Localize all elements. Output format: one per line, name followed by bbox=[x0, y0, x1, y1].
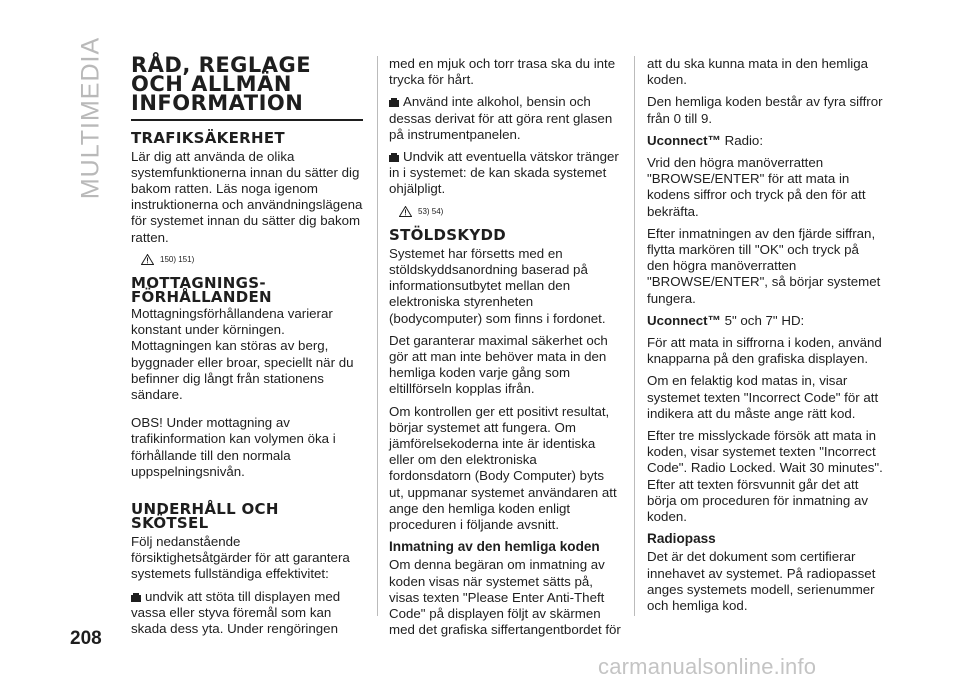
paragraph: Det är det dokument som certifierar innehavet av systemet. På radiopasset anges systemets modell, serienummer och hemliga kod. bbox=[647, 549, 876, 614]
column-2 bbox=[389, 56, 622, 645]
main-title bbox=[131, 53, 363, 115]
paragraph: Vrid den högra manöverratten "BROWSE/ENTER" för att mata in kodens siffror och tryck på den för att bekräfta. bbox=[647, 155, 866, 219]
paragraph: Lär dig att använda de olika systemfunktionerna innan du sätter dig bakom ratten. Läs noga igenom instruktionerna och användningslägena för systemet innan du sätter dig bakom ratten. bbox=[131, 148, 363, 245]
bullet-box-icon bbox=[389, 153, 399, 162]
paragraph: För att mata in siffrorna i koden, använd knapparna på den grafiska displayen. bbox=[647, 335, 882, 367]
heading-line: FÖRHÅLLANDEN bbox=[131, 287, 272, 306]
paragraph: Om en felaktig kod matas in, visar systemet texten "Incorrect Code" för att indikera att du måste ange rätt kod. bbox=[647, 373, 879, 421]
paragraph: Systemet har försetts med en stöldskyddsanordning baserad på informationsutbytet mellan den elektroniska styrenheten (bodycomputer) som finns i fordonet. bbox=[389, 245, 606, 326]
section-heading-trafiksakerhet: TRAFIKSÄKERHET bbox=[131, 128, 285, 147]
bullet-item bbox=[389, 149, 622, 198]
uconnect-radio-line bbox=[647, 133, 883, 149]
paragraph: Om denna begäran om inmatning av koden visas när systemet sätts på, visas texten "Please Enter Anti-Theft Code" på displayen följt av skärmen med det grafiska siffertangentbordet för bbox=[389, 557, 621, 638]
column-separator bbox=[377, 56, 378, 616]
warning-reference bbox=[399, 204, 622, 220]
bullet-text: Använd inte alkohol, bensin och dessas derivat för att göra rent glasen på instrumentpanelen. bbox=[389, 94, 613, 142]
heading-line: UNDERHÅLL OCH bbox=[131, 499, 279, 518]
bullet-text: Undvik att eventuella vätskor tränger in i systemet: de kan skada systemet ohjälpligt. bbox=[389, 149, 619, 197]
column-separator bbox=[634, 56, 635, 616]
section-heading-mottagning bbox=[131, 273, 363, 306]
uconnect-label: Uconnect™ bbox=[647, 132, 721, 148]
section-side-label bbox=[76, 36, 106, 200]
warning-triangle-icon bbox=[141, 254, 154, 265]
bullet-box-icon bbox=[389, 98, 399, 107]
paragraph: Efter tre misslyckade försök att mata in koden, visar systemet texten "Incorrect Code". Radio Locked. Wait 30 minutes". Efter att texten försvunnit går det att börja om proceduren för inmatning av koden. bbox=[647, 428, 883, 525]
section-heading-stoldskydd: STÖLDSKYDD bbox=[389, 225, 506, 244]
bullet-item bbox=[131, 589, 363, 638]
warning-reference bbox=[141, 252, 363, 268]
main-title-line: INFORMATION bbox=[131, 91, 304, 115]
paragraph: Den hemliga koden består av fyra siffror från 0 till 9. bbox=[647, 94, 883, 126]
main-title-line: OCH ALLMÄN bbox=[131, 72, 292, 96]
warning-ref-numbers: 53) 54) bbox=[418, 206, 444, 216]
uconnect-variant: Radio: bbox=[720, 132, 764, 148]
watermark: carmanualsonline.info bbox=[598, 654, 817, 679]
bullet-text: undvik att stöta till displayen med vassa eller styva föremål som kan skada dess yta. Under rengöringen bbox=[131, 588, 341, 636]
paragraph: Det garanterar maximal säkerhet och gör att man inte behöver mata in den hemliga koden varje gång som eltillförseln kopplas ifrån. bbox=[389, 332, 608, 397]
side-label-text: MULTIMEDIA bbox=[76, 36, 105, 200]
title-divider bbox=[131, 119, 363, 121]
paragraph: Mottagningsförhållandena varierar konstant under körningen. Mottagningen kan störas av berg, byggnader eller broar, speciellt när du befinner dig långt från stationens sändare. bbox=[131, 305, 354, 402]
heading-line: MOTTAGNINGS- bbox=[131, 273, 266, 292]
heading-line: SKÖTSEL bbox=[131, 513, 209, 532]
paragraph: Följ nedanstående försiktighetsåtgärder för att garantera systemets fullständiga effektivitet: bbox=[131, 533, 350, 582]
paragraph: Efter inmatningen av den fjärde siffran, flytta markören till "OK" och tryck på den högra manöverratten "BROWSE/ENTER", så börjar systemet fungera. bbox=[647, 225, 881, 306]
bullet-item bbox=[389, 94, 622, 143]
paragraph: att du ska kunna mata in den hemliga koden. bbox=[647, 56, 869, 88]
uconnect-variant: 5" och 7" HD: bbox=[720, 312, 805, 328]
subheading-inmatning: Inmatning av den hemliga koden bbox=[389, 539, 600, 555]
column-3 bbox=[647, 56, 883, 620]
paragraph: Om kontrollen ger ett positivt resultat, börjar systemet att fungera. Om jämförelsekoderna inte är identiska eller om den elektroniska fordonsdatorn (Body Computer) byts ut, uppmanar systemet användaren att ange den hemliga koden enligt proceduren i följande avsnitt. bbox=[389, 403, 617, 533]
page-number: 208 bbox=[70, 628, 102, 649]
warning-triangle-icon bbox=[399, 206, 412, 217]
bullet-box-icon bbox=[131, 593, 141, 602]
uconnect-label: Uconnect™ bbox=[647, 312, 721, 328]
warning-ref-numbers: 150) 151) bbox=[160, 254, 195, 264]
column-1 bbox=[131, 53, 363, 643]
subheading-radiopass: Radiopass bbox=[647, 531, 716, 547]
paragraph: med en mjuk och torr trasa ska du inte trycka för hårt. bbox=[389, 56, 616, 88]
section-heading-underhall bbox=[131, 499, 363, 532]
paragraph: OBS! Under mottagning av trafikinformation kan volymen öka i förhållande till den normala uppspelningsnivån. bbox=[131, 415, 336, 479]
uconnect-hd-line bbox=[647, 313, 883, 329]
main-title-line: RÅD, REGLAGE bbox=[131, 53, 312, 77]
